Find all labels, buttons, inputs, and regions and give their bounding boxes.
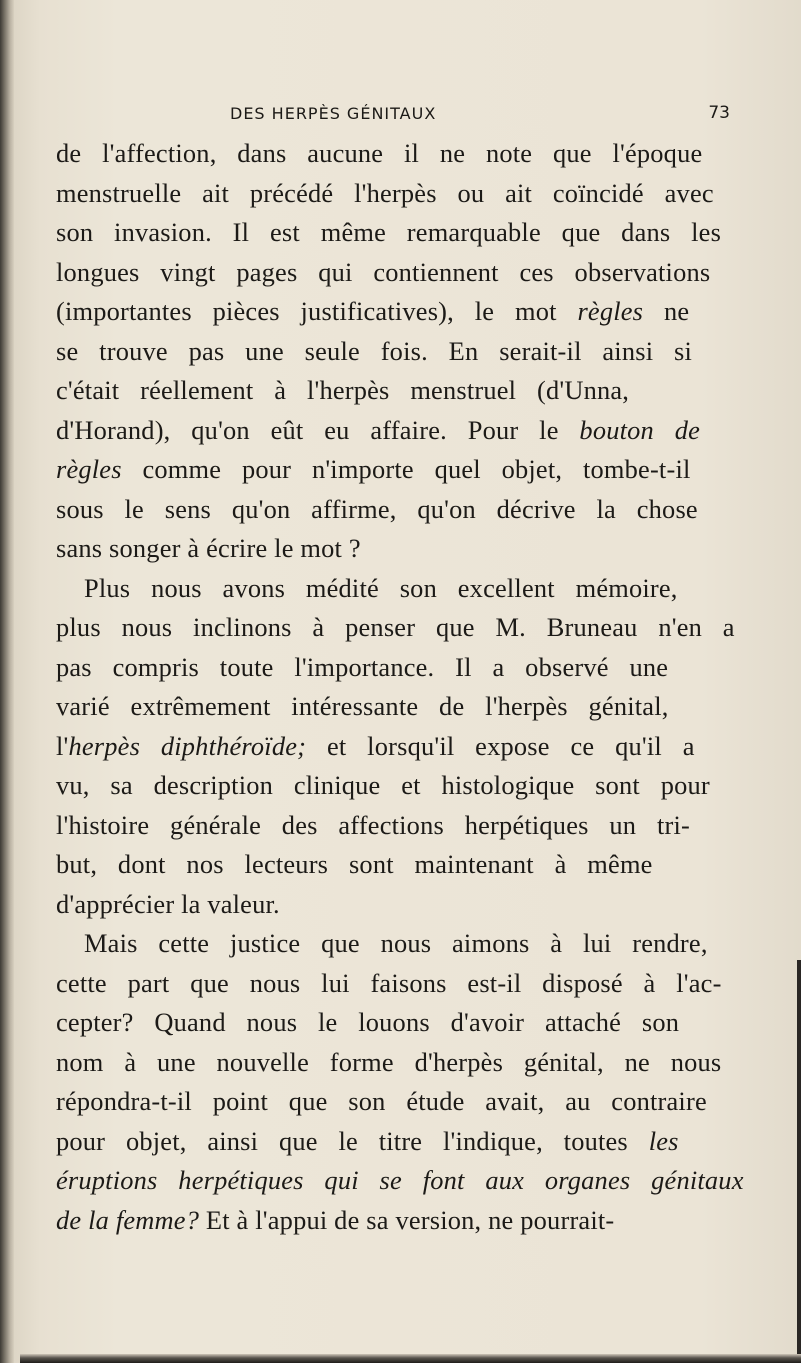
text-line	[56, 411, 776, 451]
text-line-content: but, dont nos lecteurs sont maintenant à même	[56, 849, 653, 879]
roman-text: d'Horand), qu'on eût eu affaire. Pour le	[56, 414, 580, 445]
text-line-content: sous le sens qu'on affirme, qu'on décrive la chose	[56, 493, 698, 524]
text-line-content: son invasion. Il est même remarquable que dans les	[56, 217, 722, 247]
roman-text: et lorsqu'il expose ce qu'il a	[306, 730, 695, 761]
text-line-content: de l'affection, dans aucune il ne note que l'époque	[56, 138, 703, 168]
page-number: 73	[708, 103, 730, 123]
text-line	[56, 1161, 776, 1201]
roman-text: ne	[643, 296, 690, 326]
roman-text: (importantes pièces justificatives), le mot	[56, 296, 578, 326]
text-line	[56, 371, 776, 411]
text-line	[56, 648, 776, 688]
text-line-content: Mais cette justice que nous aimons à lui rendre,	[84, 928, 708, 958]
text-line-content	[56, 1122, 679, 1162]
text-line-content: c'était réellement à l'herpès menstruel (d'Unna,	[56, 375, 630, 405]
italic-text: règles	[577, 296, 644, 326]
text-line	[56, 608, 776, 648]
text-line-content: cette part que nous lui faisons est-il disposé à l'ac-	[56, 967, 722, 998]
italic-text: éruptions herpétiques qui se font aux organes génitaux	[56, 1165, 744, 1195]
text-line-content: se trouve pas une seule fois. En serait-il ainsi si	[56, 335, 693, 366]
text-line-content	[56, 292, 689, 332]
text-line	[56, 292, 776, 332]
page-header	[230, 104, 730, 132]
text-line-content	[56, 450, 691, 490]
text-line	[56, 174, 776, 214]
text-line-content: vu, sa description clinique et histologique sont pour	[56, 770, 710, 800]
page-edge-right	[797, 960, 801, 1360]
italic-text: herpès diphthéroïde;	[68, 730, 307, 761]
text-line	[56, 490, 776, 530]
text-line	[56, 845, 776, 885]
page-edge-bottom	[20, 1354, 801, 1363]
text-line-content: longues vingt pages qui contiennent ces observations	[56, 256, 711, 287]
text-line	[56, 1201, 776, 1241]
text-line	[56, 964, 776, 1004]
text-line-content	[56, 411, 700, 451]
text-line	[56, 332, 776, 372]
text-line	[56, 1003, 776, 1043]
italic-text: de la femme?	[56, 1204, 200, 1235]
text-line-content: varié extrêmement intéressante de l'herpès génital,	[56, 691, 669, 721]
text-line-content: l'histoire générale des affections herpétiques un tri-	[56, 809, 691, 840]
text-line-content: plus nous inclinons à penser que M. Bruneau n'en a	[56, 612, 735, 642]
text-line	[56, 569, 776, 609]
text-line	[56, 687, 776, 727]
text-line	[56, 134, 776, 174]
italic-text: bouton de	[579, 414, 701, 445]
text-line	[56, 766, 776, 806]
text-line	[56, 213, 776, 253]
text-line-content: sans songer à écrire le mot ?	[56, 533, 361, 563]
text-line	[56, 1122, 776, 1162]
text-line-content: Plus nous avons médité son excellent mémoire,	[84, 572, 678, 603]
text-line	[56, 253, 776, 293]
text-line-content	[56, 727, 695, 767]
text-line-content: d'apprécier la valeur.	[56, 888, 280, 919]
text-line-content	[56, 1161, 744, 1201]
book-spine-shadow	[0, 0, 14, 1363]
roman-text: l'	[56, 730, 69, 761]
text-line-content: menstruelle ait précédé l'herpès ou ait coïncidé avec	[56, 177, 714, 208]
text-line-content: pas compris toute l'importance. Il a observé une	[56, 651, 669, 682]
italic-text: les	[648, 1125, 679, 1156]
body-text	[56, 134, 776, 1240]
text-line-content: répondra-t-il point que son étude avait, au contraire	[56, 1086, 707, 1116]
text-line-content: cepter? Quand nous le louons d'avoir attaché son	[56, 1007, 680, 1037]
roman-text: pour objet, ainsi que le titre l'indique, toutes	[56, 1125, 649, 1156]
text-line	[56, 924, 776, 964]
text-line	[56, 1082, 776, 1122]
text-line	[56, 1043, 776, 1083]
italic-text: règles	[56, 454, 122, 484]
text-line-content	[56, 1205, 614, 1235]
text-line	[56, 806, 776, 846]
roman-text: comme pour n'importe quel objet, tombe-t-il	[121, 454, 691, 484]
text-line	[56, 727, 776, 767]
text-line-content: nom à une nouvelle forme d'herpès génital, ne nous	[56, 1046, 722, 1077]
text-line	[56, 529, 776, 569]
running-head: DES HERPÈS GÉNITAUX	[230, 104, 437, 123]
text-line	[56, 885, 776, 925]
roman-text: Et à l'appui de sa version, ne pourrait-	[199, 1204, 615, 1235]
text-line	[56, 450, 776, 490]
